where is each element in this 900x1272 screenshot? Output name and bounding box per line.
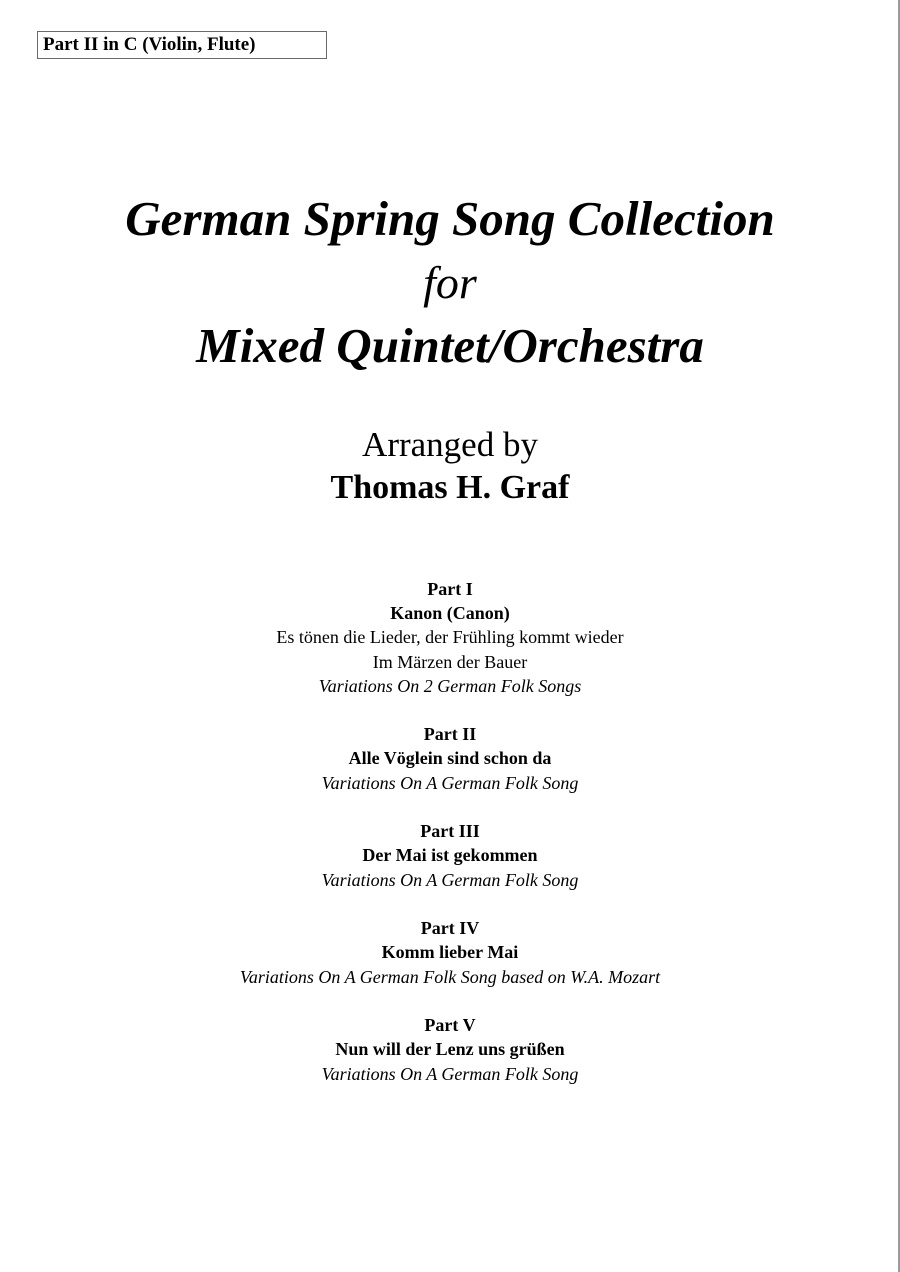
part-3-variation: Variations On A German Folk Song [321,870,579,890]
part-5-song: Nun will der Lenz uns grüßen [335,1039,565,1059]
arranged-by-label: Arranged by [362,425,538,464]
part-3-heading: Part III [420,821,480,841]
part-1-line-2: Im Märzen der Bauer [372,652,528,672]
part-2-variation: Variations On A German Folk Song [321,773,579,793]
part-1-variation: Variations On 2 German Folk Songs [318,676,582,696]
part-3-song: Der Mai ist gekommen [362,845,538,865]
part-5-variation: Variations On A German Folk Song [321,1064,579,1084]
part-1-song: Kanon (Canon) [390,603,510,623]
part-1-heading: Part I [427,579,473,599]
part-1-line-1: Es tönen die Lieder, der Frühling kommt wieder [276,627,624,647]
part-4-variation: Variations On A German Folk Song based on W.A. Mozart [239,967,661,987]
title-line-2: for [423,257,477,308]
part-5-heading: Part V [424,1015,476,1035]
part-4-song: Komm lieber Mai [381,942,519,962]
part-4-heading: Part IV [420,918,480,938]
title-line-1: German Spring Song Collection [125,191,775,246]
title-line-3: Mixed Quintet/Orchestra [196,318,704,373]
part-2-heading: Part II [423,724,477,744]
part-2-song: Alle Vöglein sind schon da [348,748,552,768]
instrument-part-label: Part II in C (Violin, Flute) [37,31,327,59]
arranger-name: Thomas H. Graf [330,469,570,506]
